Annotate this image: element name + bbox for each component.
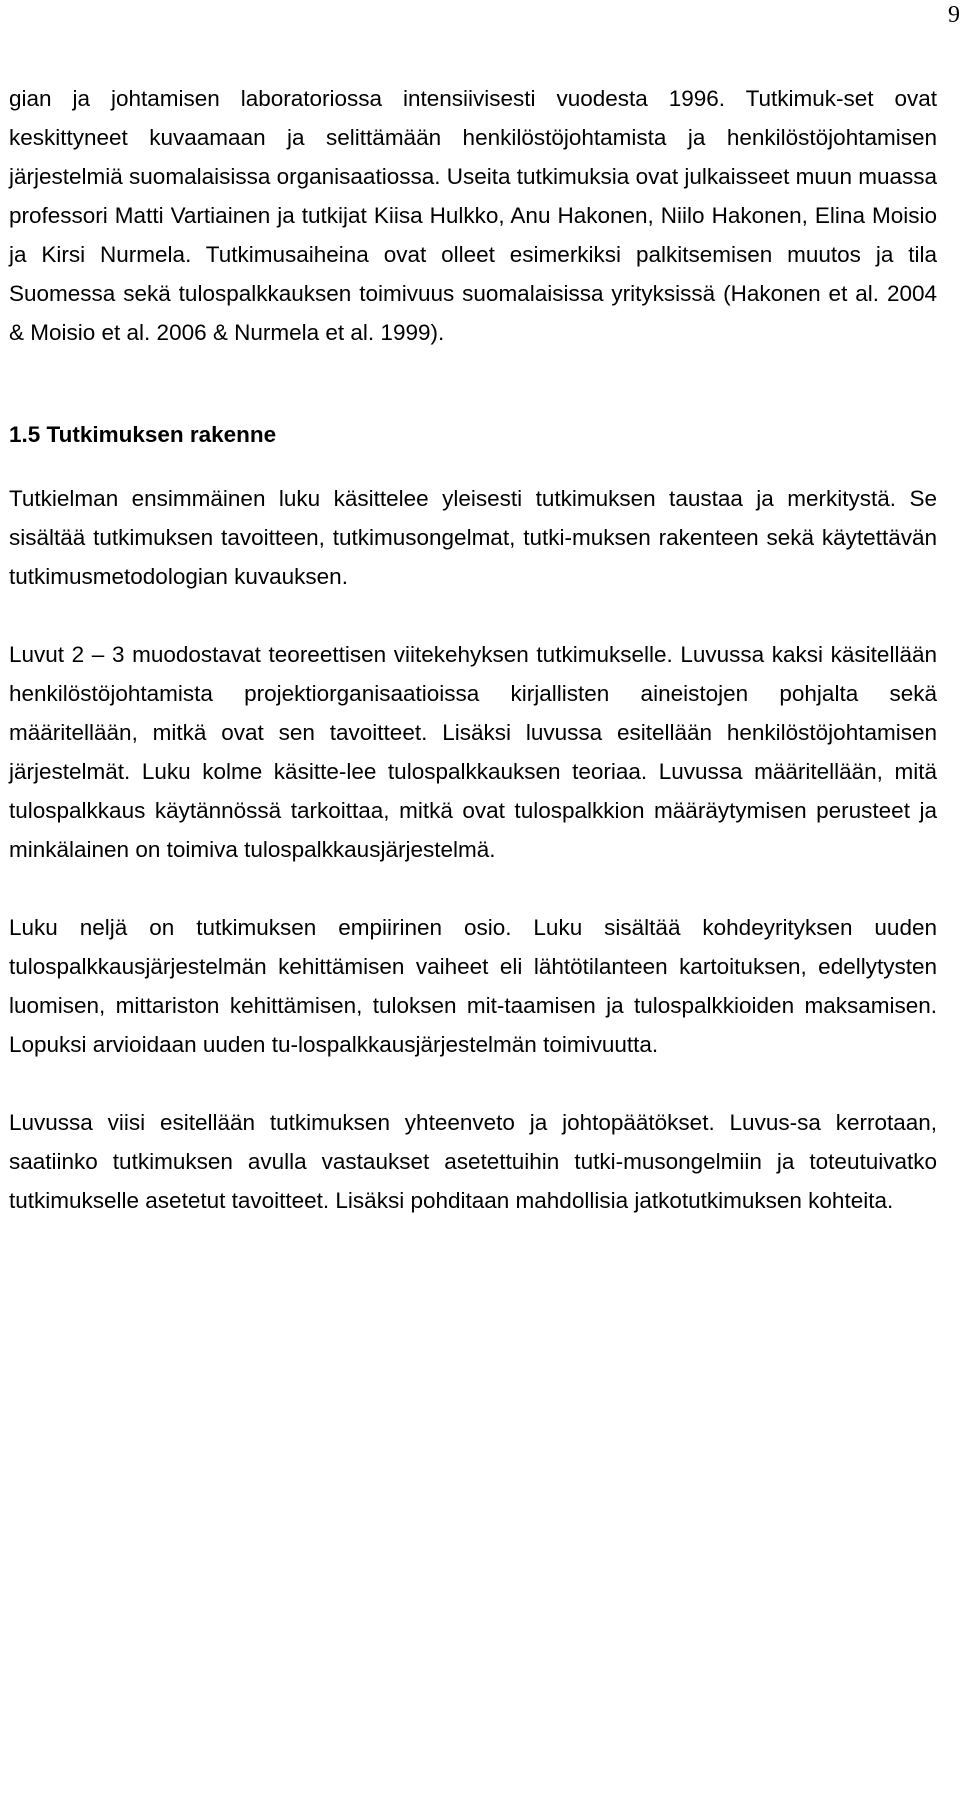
page-number: 9	[948, 2, 960, 28]
section-heading: 1.5 Tutkimuksen rakenne	[9, 422, 277, 447]
paragraph-research-background: gian ja johtamisen laboratoriossa intensiivisesti vuodesta 1996. Tutkimuk-set ovat keskittyneet kuvaamaan ja selittämään henkilöstöjohtamista ja henkilöstöjohtamisen järjestelmiä suomalaisissa organisaatiossa. Useita tutkimuksia ovat julkaisseet muun muassa professori Matti Vartiainen ja tutkijat Kiisa Hulkko, Anu Hakonen, Niilo Hakonen, Elina Moisio ja Kirsi Nurmela. Tutkimusaiheina ovat olleet esimerkiksi palkitsemisen muutos ja tila Suomessa sekä tulospalkkauksen toimivuus suomalaisissa yrityksissä (Hakonen et al. 2004 & Moisio et al. 2006 & Nurmela et al. 1999).	[9, 86, 937, 345]
paragraph-chapter-one: Tutkielman ensimmäinen luku käsittelee yleisesti tutkimuksen taustaa ja merkitystä. Se sisältää tutkimuksen tavoitteen, tutkimusongelmat, tutki-muksen rakenteen sekä käytettävän tutkimusmetodologian kuvauksen.	[9, 486, 937, 589]
paragraph-chapters-two-three: Luvut 2 – 3 muodostavat teoreettisen viitekehyksen tutkimukselle. Luvussa kaksi käsitellään henkilöstöjohtamista projektiorganisaatioissa kirjallisten aineistojen pohjalta sekä määritellään, mitkä ovat sen tavoitteet. Lisäksi luvussa esitellään henkilöstöjohtamisen järjestelmät. Luku kolme käsitte-lee tulospalkkauksen teoriaa. Luvussa määritellään, mitä tulospalkkaus käytännössä tarkoittaa, mitkä ovat tulospalkkion määräytymisen perusteet ja minkälainen on toimiva tulospalkkausjärjestelmä.	[9, 642, 937, 862]
paragraph-chapter-five: Luvussa viisi esitellään tutkimuksen yhteenveto ja johtopäätökset. Luvus-sa kerrotaan, saatiinko tutkimuksen avulla vastaukset asetettuihin tutki-musongelmiin ja toteutuivatko tutkimukselle asetetut tavoitteet. Lisäksi pohditaan mahdollisia jatkotutkimuksen kohteita.	[9, 1110, 937, 1213]
page-body	[9, 79, 937, 1220]
paragraph-chapter-four: Luku neljä on tutkimuksen empiirinen osio. Luku sisältää kohdeyrityksen uuden tulospalkkausjärjestelmän kehittämisen vaiheet eli lähtötilanteen kartoituksen, edellytysten luomisen, mittariston kehittämisen, tuloksen mit-taamisen ja tulospalkkioiden maksamisen. Lopuksi arvioidaan uuden tu-lospalkkausjärjestelmän toimivuutta.	[9, 915, 937, 1057]
